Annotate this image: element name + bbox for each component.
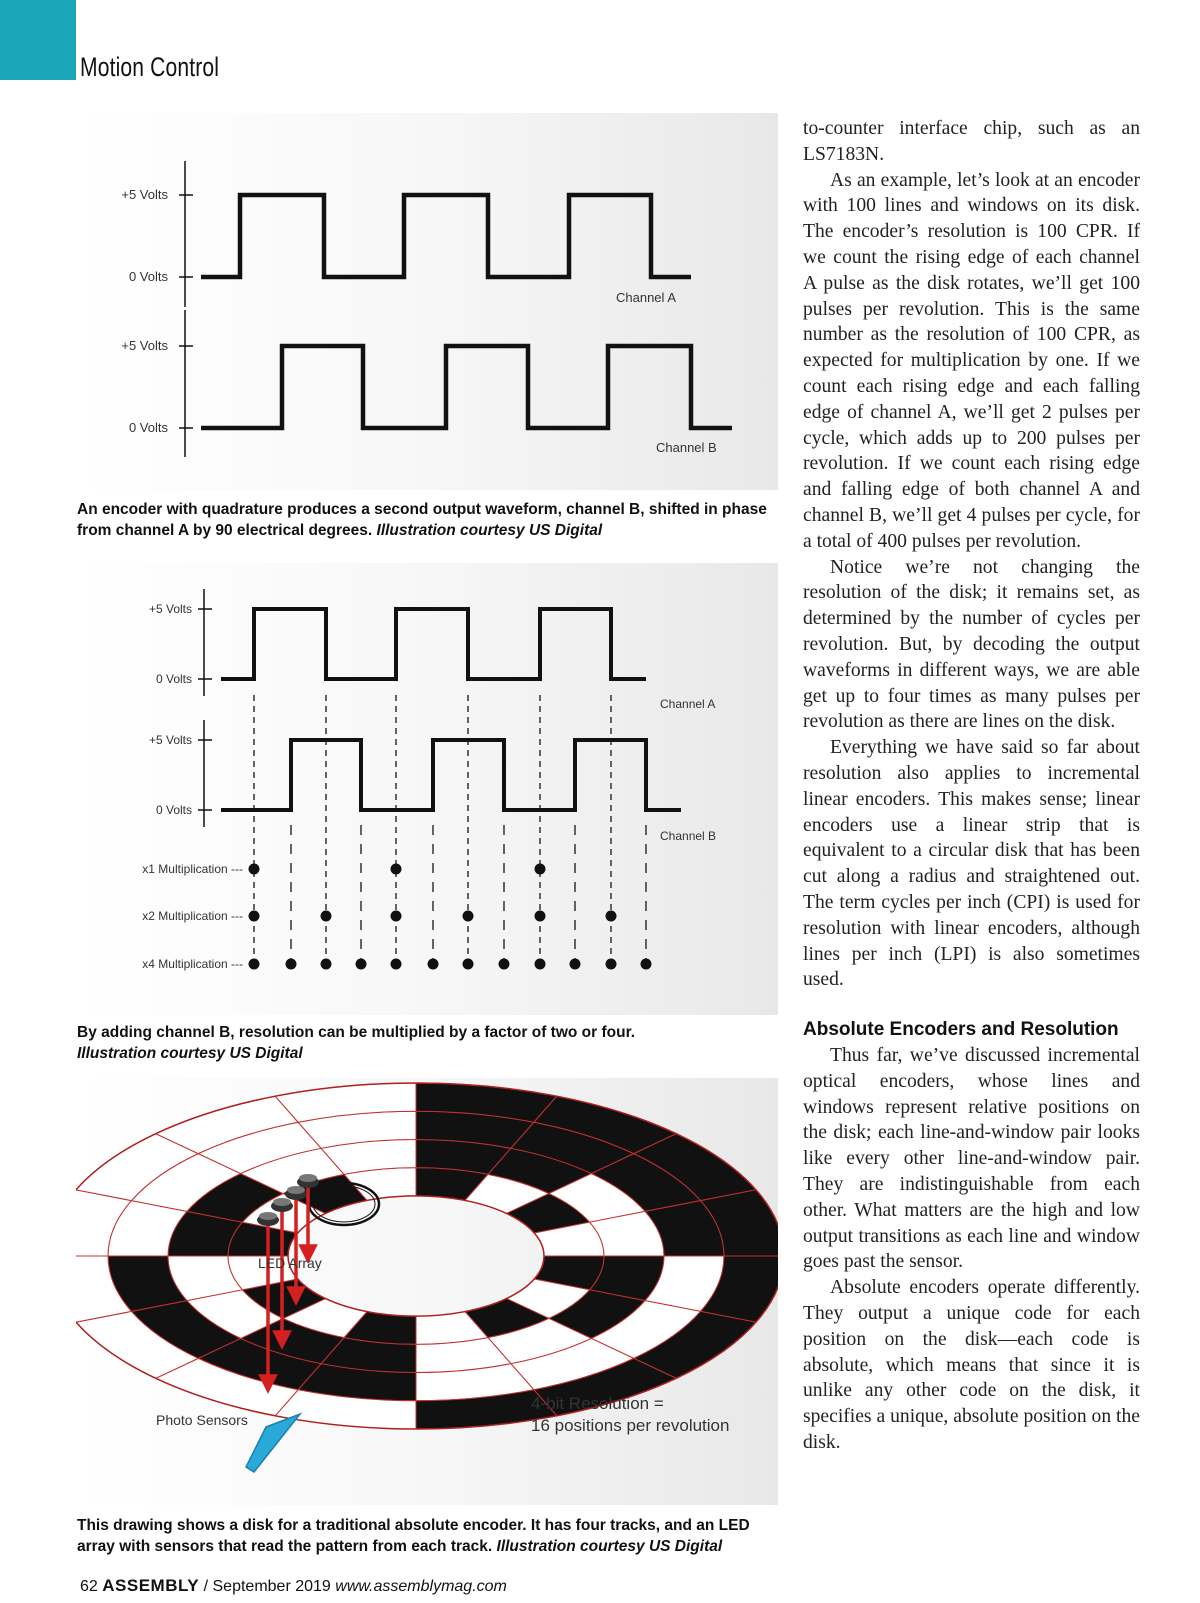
photo-sensor-strip [246, 1414, 300, 1472]
encoder-disk [76, 1083, 778, 1429]
label-photo-sensors: Photo Sensors [156, 1412, 248, 1428]
label-channel-a: Channel A [616, 290, 676, 305]
figure-1-caption: An encoder with quadrature produces a second output waveform, channel B, shifted in phase from channel A by 90 electrical degrees. Illustration courtesy US Digital [77, 501, 767, 539]
figure-absolute-encoder-disk [76, 1078, 778, 1505]
paragraph: Thus far, we’ve discussed incremental optical encoders, whose lines and windows represent relative positions on the disk; each line-and-window pair looks like every other line-and-window pair. They are indistinguishable from each other. What matters are the high and low output transitions as each line and window goes past the sensor. [803, 1045, 1140, 1273]
encoder-disk-diagram [76, 1078, 778, 1505]
figure-1-courtesy: Illustration courtesy US Digital [376, 522, 603, 539]
label-5v-b: +5 Volts [148, 733, 192, 747]
section-title: Motion Control [80, 52, 220, 82]
label-0v-a: 0 Volts [155, 672, 192, 686]
section-color-tab [0, 0, 76, 80]
channel-b-waveform [201, 346, 732, 428]
magazine-brand: ASSEMBLY [102, 1576, 200, 1595]
label-led-array: LED Array [258, 1255, 322, 1271]
page-footer [80, 1576, 507, 1596]
label-channel-b: Channel B [656, 440, 717, 455]
channel-a-waveform [221, 609, 646, 679]
label-5v-b: +5 Volts [121, 338, 168, 353]
label-resolution-line1: 4-bit Resolution = [531, 1394, 664, 1413]
section-heading: Absolute Encoders and Resolution [803, 1019, 1119, 1041]
label-channel-a: Channel A [660, 697, 716, 711]
x4-dots [249, 959, 652, 970]
figure-3-courtesy: Illustration courtesy US Digital [496, 1538, 723, 1555]
article-column [803, 116, 1140, 1456]
label-x4: x4 Multiplication --- [142, 957, 243, 971]
figure-multiplication [76, 563, 778, 1015]
paragraph: Absolute encoders operate differently. They output a unique code for each position on the disk—each code is absolute, which means that since it is unlike any other code on the disk, it specifies a unique, absolute position on the disk. [803, 1277, 1140, 1454]
label-0v-b: 0 Volts [128, 420, 168, 435]
waveform-diagram-1 [76, 113, 778, 490]
x2-dots [249, 911, 617, 922]
figure-2-caption: By adding channel B, resolution can be multiplied by a factor of two or four. Illustration courtesy US Digital [77, 1024, 636, 1062]
label-5v-a: +5 Volts [121, 187, 168, 202]
channel-b-waveform [221, 740, 681, 810]
figure-quadrature-waveforms [76, 113, 778, 490]
page-number: 62 [80, 1578, 98, 1595]
label-channel-b: Channel B [660, 829, 717, 843]
label-resolution-line2: 16 positions per revolution [531, 1416, 730, 1435]
x1-dots [249, 864, 546, 875]
label-x1: x1 Multiplication --- [142, 862, 243, 876]
paragraph: Notice we’re not changing the resolution of the disk; it remains set, as determined by the number of cycles per revolution. But, by decoding the output waveforms in different ways, we are able get up to four times as many pulses per revolution as there are lines on the disk. [803, 556, 1140, 733]
disk-rim [288, 1196, 544, 1316]
figure-3-caption: This drawing shows a disk for a traditional absolute encoder. It has four tracks, and an LED array with sensors that read the pattern from each track. Illustration courtesy US Digital [77, 1517, 750, 1555]
label-5v-a: +5 Volts [148, 602, 192, 616]
figure-2-courtesy: Illustration courtesy US Digital [77, 1045, 303, 1062]
issue-date: / September 2019 [203, 1578, 331, 1595]
paragraph: Everything we have said so far about resolution also applies to incremental linear encoders. This makes sense; linear encoders use a linear strip that is equivalent to a circular disk that has been cut along a radius and straightened out. The term cycles per inch (CPI) is used for resolution with linear encoders, although lines per inch (LPI) is also sometimes used. [803, 737, 1140, 991]
label-0v-b: 0 Volts [155, 803, 192, 817]
paragraph: to-counter interface chip, such as an LS7183N. [803, 118, 1140, 165]
label-0v-a: 0 Volts [128, 269, 168, 284]
waveform-diagram-2 [76, 563, 778, 1015]
magazine-url: www.assemblymag.com [335, 1578, 507, 1595]
channel-a-waveform [201, 195, 691, 277]
label-x2: x2 Multiplication --- [142, 909, 243, 923]
paragraph: As an example, let’s look at an encoder with 100 lines and windows on its disk. The encoder’s resolution is 100 CPR. If we count the rising edge of each channel A pulse as the disk rotates, we’ll get 100 pulses per revolution. This is the same number as the resolution of 100 CPR, as expected for multiplication by one. If we count each rising edge and each falling edge of channel A, we’ll get 2 pulses per cycle, which adds up to 200 pulses per revolution. If we count each rising edge and falling edge of both channel A and channel B, we’ll get 4 pulses per cycle, for a total of 400 pulses per revolution. [803, 169, 1140, 552]
